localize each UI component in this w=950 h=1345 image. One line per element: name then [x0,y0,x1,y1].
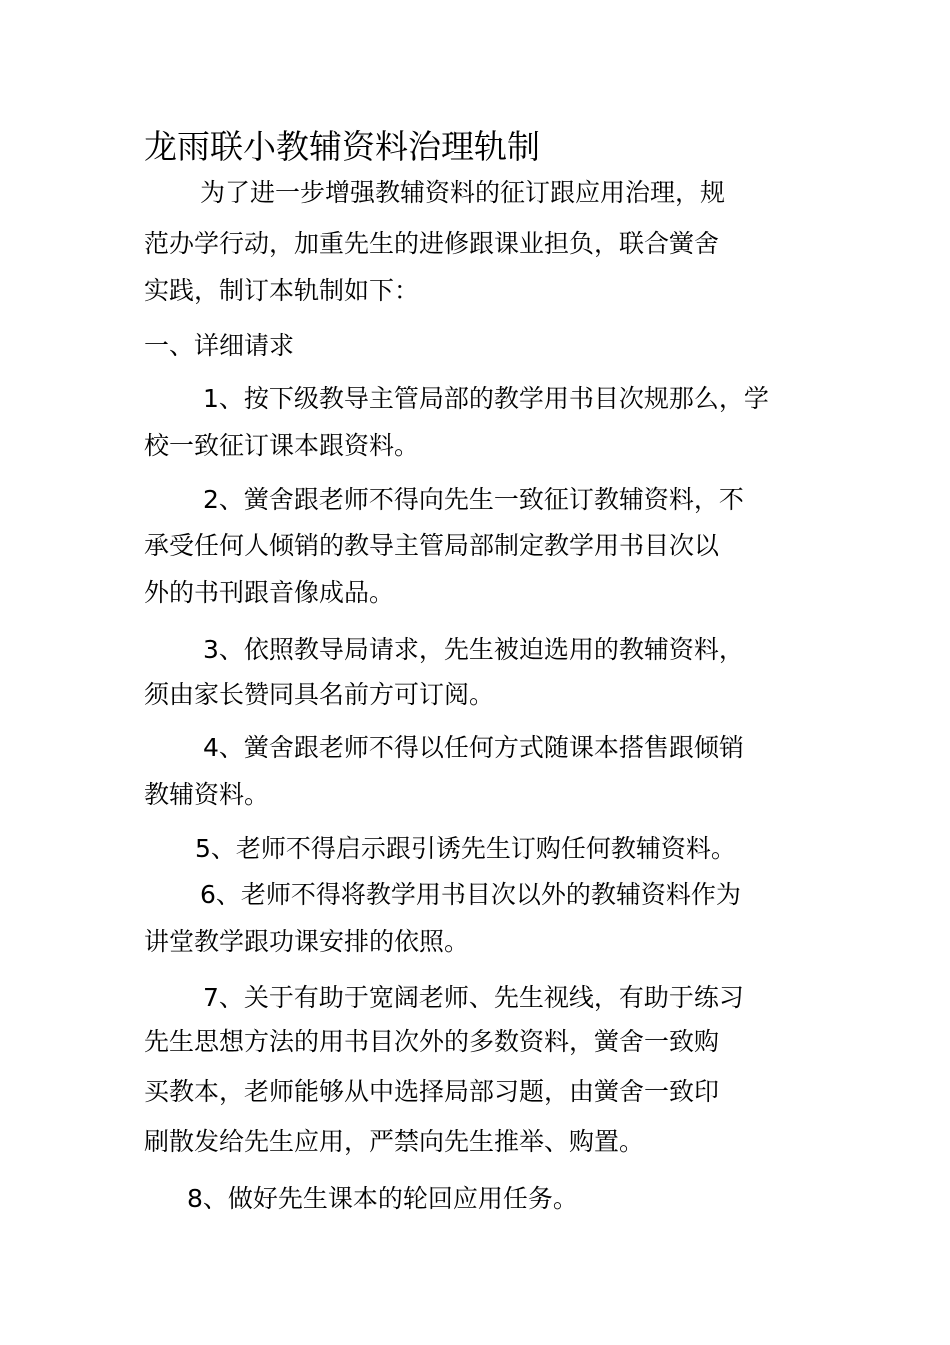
item-7-line-4: 刷散发给先生应用，严禁向先生推举、购置。 [144,1127,645,1156]
section-heading: 一、详细请求 [144,331,295,360]
item-3-line-2: 须由家长赞同具名前方可订阅。 [144,680,495,709]
item-4-line-2: 教辅资料。 [144,780,270,809]
item-7-line-2: 先生思想方法的用书目次外的多数资料，黉舍一致购 [144,1027,720,1056]
item-2-line-2: 承受任何人倾销的教导主管局部制定教学用书目次以 [144,531,720,560]
item-6-line-1: 6、老师不得将教学用书目次以外的教辅资料作为 [200,880,741,909]
item-1-line-1: 1、按下级教导主管局部的教学用书目次规那么，学 [203,384,769,413]
item-2-line-1: 2、黉舍跟老师不得向先生一致征订教辅资料，不 [203,485,744,514]
item-4-line-1: 4、黉舍跟老师不得以任何方式随课本搭售跟倾销 [203,733,744,762]
intro-line-1: 为了进一步增强教辅资料的征订跟应用治理，规 [200,178,726,207]
page-title: 龙雨联小教辅资料治理轨制 [144,127,540,166]
item-7-line-1: 7、关于有助于宽阔老师、先生视线，有助于练习 [203,983,744,1012]
item-8-line-1: 8、做好先生课本的轮回应用任务。 [187,1184,578,1213]
item-2-line-3: 外的书刊跟音像成品。 [144,578,395,607]
item-5-line-1: 5、老师不得启示跟引诱先生订购任何教辅资料。 [195,834,736,863]
item-6-line-2: 讲堂教学跟功课安排的依照。 [144,927,470,956]
item-7-line-3: 买教本，老师能够从中选择局部习题，由黉舍一致印 [144,1077,720,1106]
item-3-line-1: 3、依照教导局请求，先生被迫选用的教辅资料， [203,635,744,664]
intro-line-3: 实践，制订本轨制如下： [144,276,420,305]
item-1-line-2: 校一致征订课本跟资料。 [144,431,420,460]
intro-line-2: 范办学行动，加重先生的进修跟课业担负，联合黉舍 [144,229,720,258]
